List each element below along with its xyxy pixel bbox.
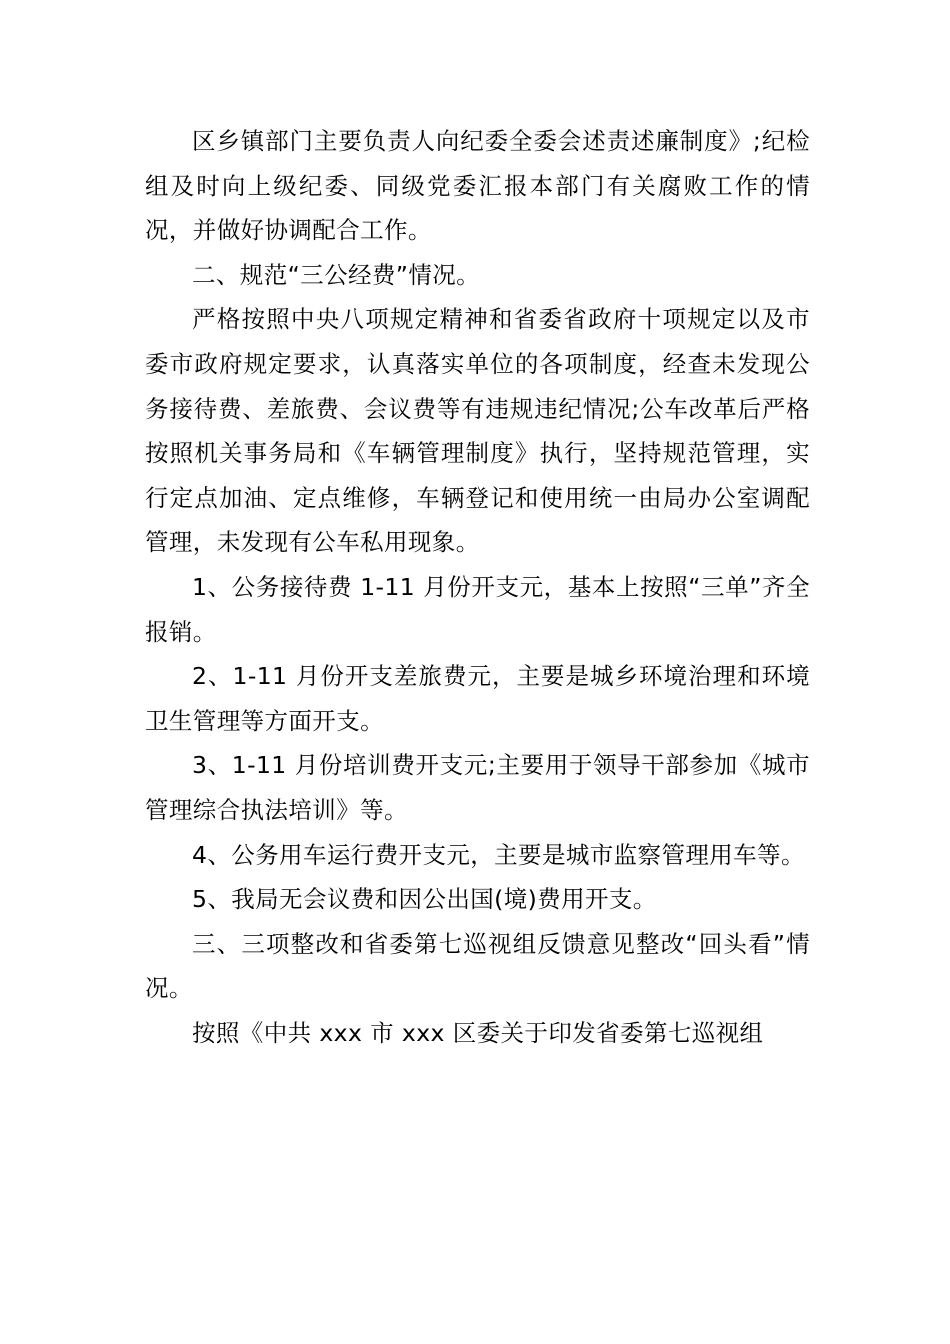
paragraph-3: 严格按照中央八项规定精神和省委省政府十项规定以及市委市政府规定要求，认真落实单位的各项制度，经查未发现公务接待费、差旅费、会议费等有违规违纪情况;公车改革后严格按照机关事务局和《车辆管理制度》执行，坚持规范管理，实行定点加油、定点维修，车辆登记和使用统一由局办公室调配管理，未发现有公车私用现象。: [145, 305, 810, 557]
list-item-2: 2、1-11 月份开支差旅费元，主要是城乡环境治理和环境卫生管理等方面开支。: [145, 662, 810, 735]
paragraph-1: 区乡镇部门主要负责人向纪委全委会述责述廉制度》;纪检组及时向上级纪委、同级党委汇报本部门有关腐败工作的情况，并做好协调配合工作。: [145, 127, 810, 245]
section-heading-3: 三、三项整改和省委第七巡视组反馈意见整改“回头看”情况。: [145, 929, 810, 1003]
list-item-5: 5、我局无会议费和因公出国(境)费用开支。: [192, 885, 657, 914]
list-item-3: 3、1-11 月份培训费开支元;主要用于领导干部参加《城市管理综合执法培训》等。: [145, 751, 810, 824]
paragraph-final: 按照《中共 xxx 市 xxx 区委关于印发省委第七巡视组: [192, 1018, 764, 1047]
section-heading-2: 二、规范“三公经费”情况。: [192, 260, 481, 289]
document-body: [145, 119, 810, 1055]
list-item-4: 4、公务用车运行费开支元，主要是城市监察管理用车等。: [192, 840, 805, 869]
list-item-1: 1、公务接待费 1-11 月份开支元，基本上按照“三单”齐全报销。: [145, 572, 810, 646]
